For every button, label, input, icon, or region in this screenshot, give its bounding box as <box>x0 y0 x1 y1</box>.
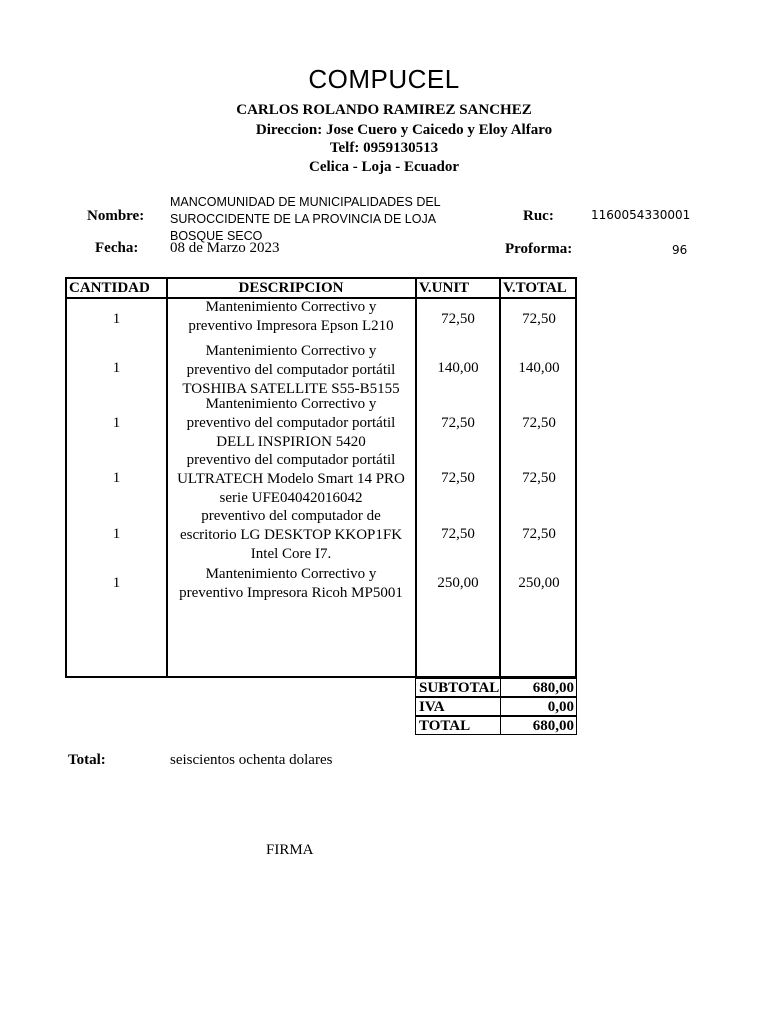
description-line: escritorio LG DESKTOP KKOP1FK <box>179 527 403 543</box>
signature-label: FIRMA <box>266 842 314 858</box>
description-line: preventivo del computador portátil <box>186 362 396 378</box>
total-row <box>415 716 577 735</box>
name-label: Nombre: <box>87 208 145 224</box>
total-words: seiscientos ochenta dolares <box>170 752 333 768</box>
date-value: 08 de Marzo 2023 <box>170 240 280 256</box>
description-line: DELL INSPIRION 5420 <box>216 434 366 450</box>
row-unit-price: 72,50 <box>441 470 475 486</box>
row-qty: 1 <box>112 470 121 486</box>
phone: Telf: 0959130513 <box>329 140 439 156</box>
header-vtotal: V.TOTAL <box>503 280 567 296</box>
client-name-line: BOSQUE SECO <box>170 229 263 243</box>
description-line: Intel Core I7. <box>250 546 332 562</box>
description-line: Mantenimiento Correctivo y <box>205 396 377 412</box>
totals-divider <box>500 678 501 697</box>
iva-value: 0,00 <box>547 699 574 715</box>
row-unit-price: 72,50 <box>441 311 475 327</box>
row-description <box>167 451 415 508</box>
description-line: preventivo del computador portátil <box>186 452 396 468</box>
description-line: Mantenimiento Correctivo y <box>205 343 377 359</box>
client-name-line: SUROCCIDENTE DE LA PROVINCIA DE LOJA <box>170 212 437 226</box>
header-cantidad: CANTIDAD <box>69 280 150 296</box>
ruc-label: Ruc: <box>523 208 554 224</box>
subtotal-row <box>415 678 577 697</box>
company-name: COMPUCEL <box>308 64 460 94</box>
iva-row <box>415 697 577 716</box>
client-name-line: MANCOMUNIDAD DE MUNICIPALIDADES DEL <box>170 195 441 209</box>
ruc-value: 1160054330001 <box>591 208 691 222</box>
row-qty: 1 <box>112 575 121 591</box>
iva-label: IVA <box>419 699 445 715</box>
description-line: preventivo Impresora Epson L210 <box>188 318 394 334</box>
description-line: Mantenimiento Correctivo y <box>205 299 377 315</box>
row-unit-price: 140,00 <box>437 360 479 376</box>
row-description <box>167 507 415 564</box>
row-unit-price: 72,50 <box>441 526 475 542</box>
row-total-price: 72,50 <box>522 311 556 327</box>
totals-divider <box>500 697 501 716</box>
row-unit-price: 72,50 <box>441 415 475 431</box>
location: Celica - Loja - Ecuador <box>309 159 459 175</box>
subtotal-label: SUBTOTAL <box>419 680 500 696</box>
description-line: ULTRATECH Modelo Smart 14 PRO <box>177 471 405 487</box>
proforma-label: Proforma: <box>505 241 573 257</box>
row-qty: 1 <box>112 311 121 327</box>
subtotal-value: 680,00 <box>532 680 574 696</box>
row-description <box>167 395 415 452</box>
row-unit-price: 250,00 <box>437 575 479 591</box>
owner-name: CARLOS ROLANDO RAMIREZ SANCHEZ <box>236 102 532 118</box>
row-total-price: 140,00 <box>518 360 560 376</box>
items-table <box>65 277 577 678</box>
client-name <box>170 194 470 245</box>
description-line: preventivo Impresora Ricoh MP5001 <box>179 585 403 601</box>
header-descripcion: DESCRIPCION <box>238 280 344 296</box>
date-label: Fecha: <box>95 240 139 256</box>
total-label: TOTAL <box>419 718 471 734</box>
header-vunit: V.UNIT <box>419 280 470 296</box>
address: Direccion: Jose Cuero y Caicedo y Eloy Alfaro <box>255 122 553 138</box>
row-description <box>167 342 415 399</box>
row-total-price: 250,00 <box>518 575 560 591</box>
description-line: preventivo del computador de <box>201 508 381 524</box>
proforma-number: 96 <box>672 243 688 257</box>
row-description <box>167 565 415 603</box>
row-qty: 1 <box>112 415 121 431</box>
description-line: preventivo del computador portátil <box>186 415 396 431</box>
total-value: 680,00 <box>532 718 574 734</box>
description-line: serie UFE04042016042 <box>219 490 363 506</box>
totals-divider <box>500 716 501 735</box>
total-words-label: Total: <box>68 752 106 768</box>
row-total-price: 72,50 <box>522 470 556 486</box>
description-line: TOSHIBA SATELLITE S55-B5155 <box>182 381 400 397</box>
row-total-price: 72,50 <box>522 415 556 431</box>
row-total-price: 72,50 <box>522 526 556 542</box>
row-qty: 1 <box>112 360 121 376</box>
row-qty: 1 <box>112 526 121 542</box>
row-description <box>167 298 415 336</box>
description-line: Mantenimiento Correctivo y <box>205 566 377 582</box>
